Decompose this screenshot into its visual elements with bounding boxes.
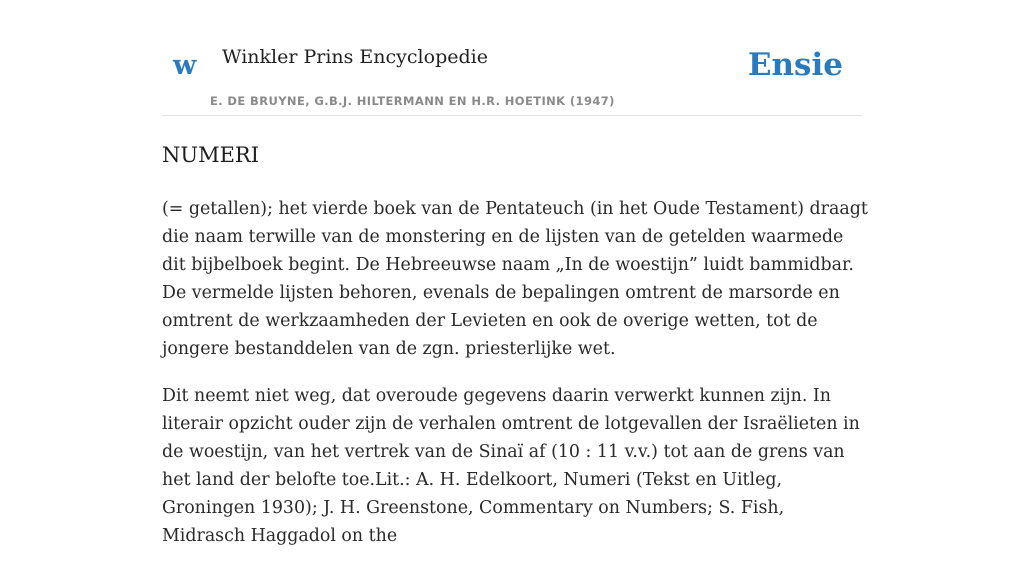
article xyxy=(162,140,868,569)
source-header xyxy=(162,36,862,116)
source-title[interactable]: Winkler Prins Encyclopedie xyxy=(222,46,488,68)
ensie-logo[interactable]: Ensie xyxy=(747,47,843,83)
article-paragraph: (= getallen); het vierde boek van de Pentateuch (in het Oude Testament) draagt die naam terwille van de monstering en de lijsten van de getelden waarmede dit bijbelboek begint. De Hebreeuwse naam „In de woestijn” luidt bammidbar. De vermelde lijsten behoren, evenals de bepalingen omtrent de marsorde en omtrent de werkzaamheden der Levieten en ook de overige wetten, tot de jongere bestanddelen van de zgn. priesterlijke wet. xyxy=(162,199,868,359)
entry-title: NUMERI xyxy=(162,143,260,167)
winkler-prins-logo[interactable]: w xyxy=(173,50,197,81)
article-paragraph: Dit neemt niet weg, dat overoude gegevens daarin verwerkt kunnen zijn. In literair opzicht ouder zijn de verhalen omtrent de lotgevallen der Israëlieten in de woestijn, van het vertrek van de Sinaï af (10 : 11 v.v.) tot aan de grens van het land der belofte toe.Lit.: A. H. Edelkoort, Numeri (Tekst en Uitleg, Groningen 1930); J. H. Greenstone, Commentary on Numbers; S. Fish, Midrasch Haggadol on the xyxy=(162,386,860,546)
source-authors: E. DE BRUYNE, G.B.J. HILTERMANN EN H.R. HOETINK (1947) xyxy=(210,94,615,108)
